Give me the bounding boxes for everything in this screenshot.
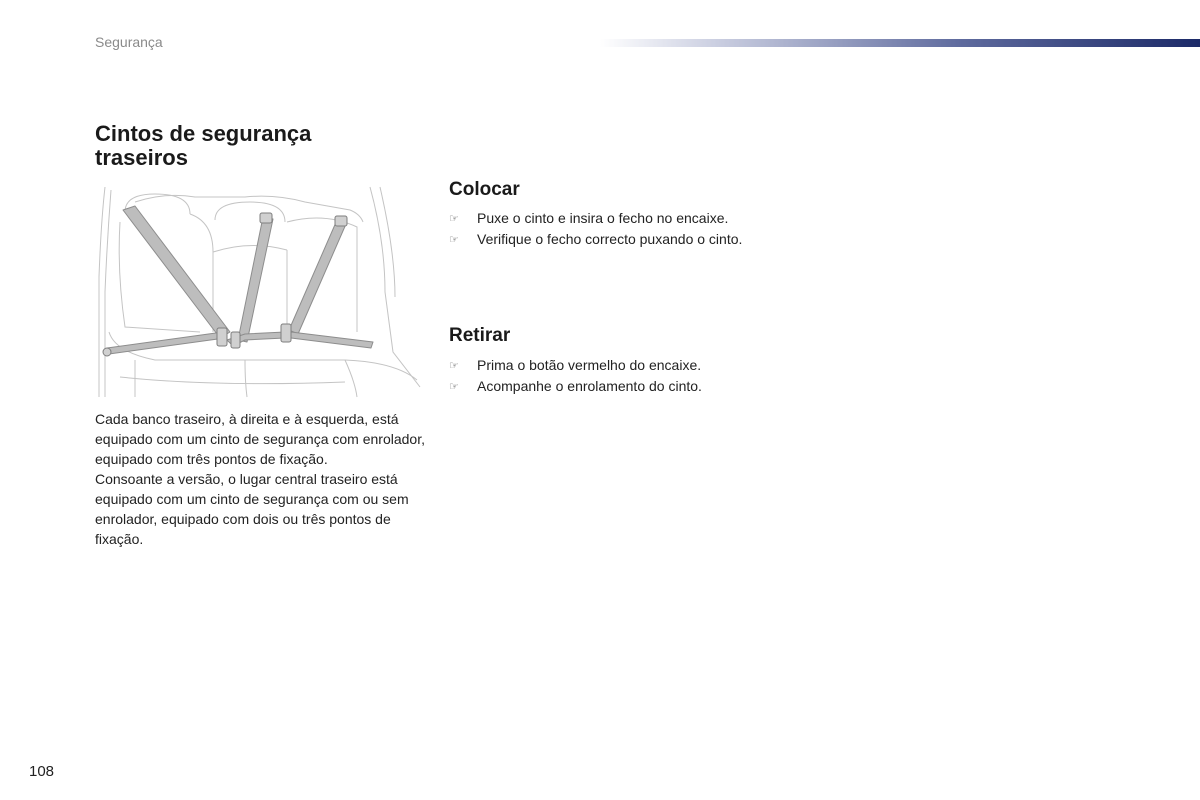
page-number: 108 — [29, 763, 55, 780]
hand-pointer-icon: ☞ — [449, 213, 459, 225]
rear-seat-belts-illustration — [95, 182, 425, 402]
retirar-list — [449, 355, 702, 397]
list-item — [449, 208, 742, 229]
colocar-list — [449, 208, 742, 250]
list-item-text: Verifique o fecho correcto puxando o cinto. — [477, 231, 743, 247]
hand-pointer-icon: ☞ — [449, 360, 459, 372]
page-title: Cintos de segurança traseiros — [95, 121, 312, 170]
list-item-text: Acompanhe o enrolamento do cinto. — [477, 378, 702, 394]
description — [95, 409, 425, 549]
list-item — [449, 376, 702, 397]
hand-pointer-icon: ☞ — [449, 381, 459, 393]
section-label: Segurança — [95, 34, 163, 50]
description-paragraph: Cada banco traseiro, à direita e à esquerda, está equipado com um cinto de segurança com enrolador, equipado com três pontos de fixação. — [95, 411, 425, 467]
colocar-heading: Colocar — [449, 179, 520, 200]
list-item — [449, 355, 702, 376]
header-bar — [600, 39, 1200, 47]
list-item-text: Prima o botão vermelho do encaixe. — [477, 357, 702, 373]
description-paragraph: Consoante a versão, o lugar central traseiro está equipado com um cinto de segurança com ou sem enrolador, equipado com dois ou três pontos de fixação. — [95, 471, 409, 547]
list-item — [449, 229, 742, 250]
hand-pointer-icon: ☞ — [449, 234, 459, 246]
list-item-text: Puxe o cinto e insira o fecho no encaixe. — [477, 210, 729, 226]
retirar-heading: Retirar — [449, 325, 511, 346]
